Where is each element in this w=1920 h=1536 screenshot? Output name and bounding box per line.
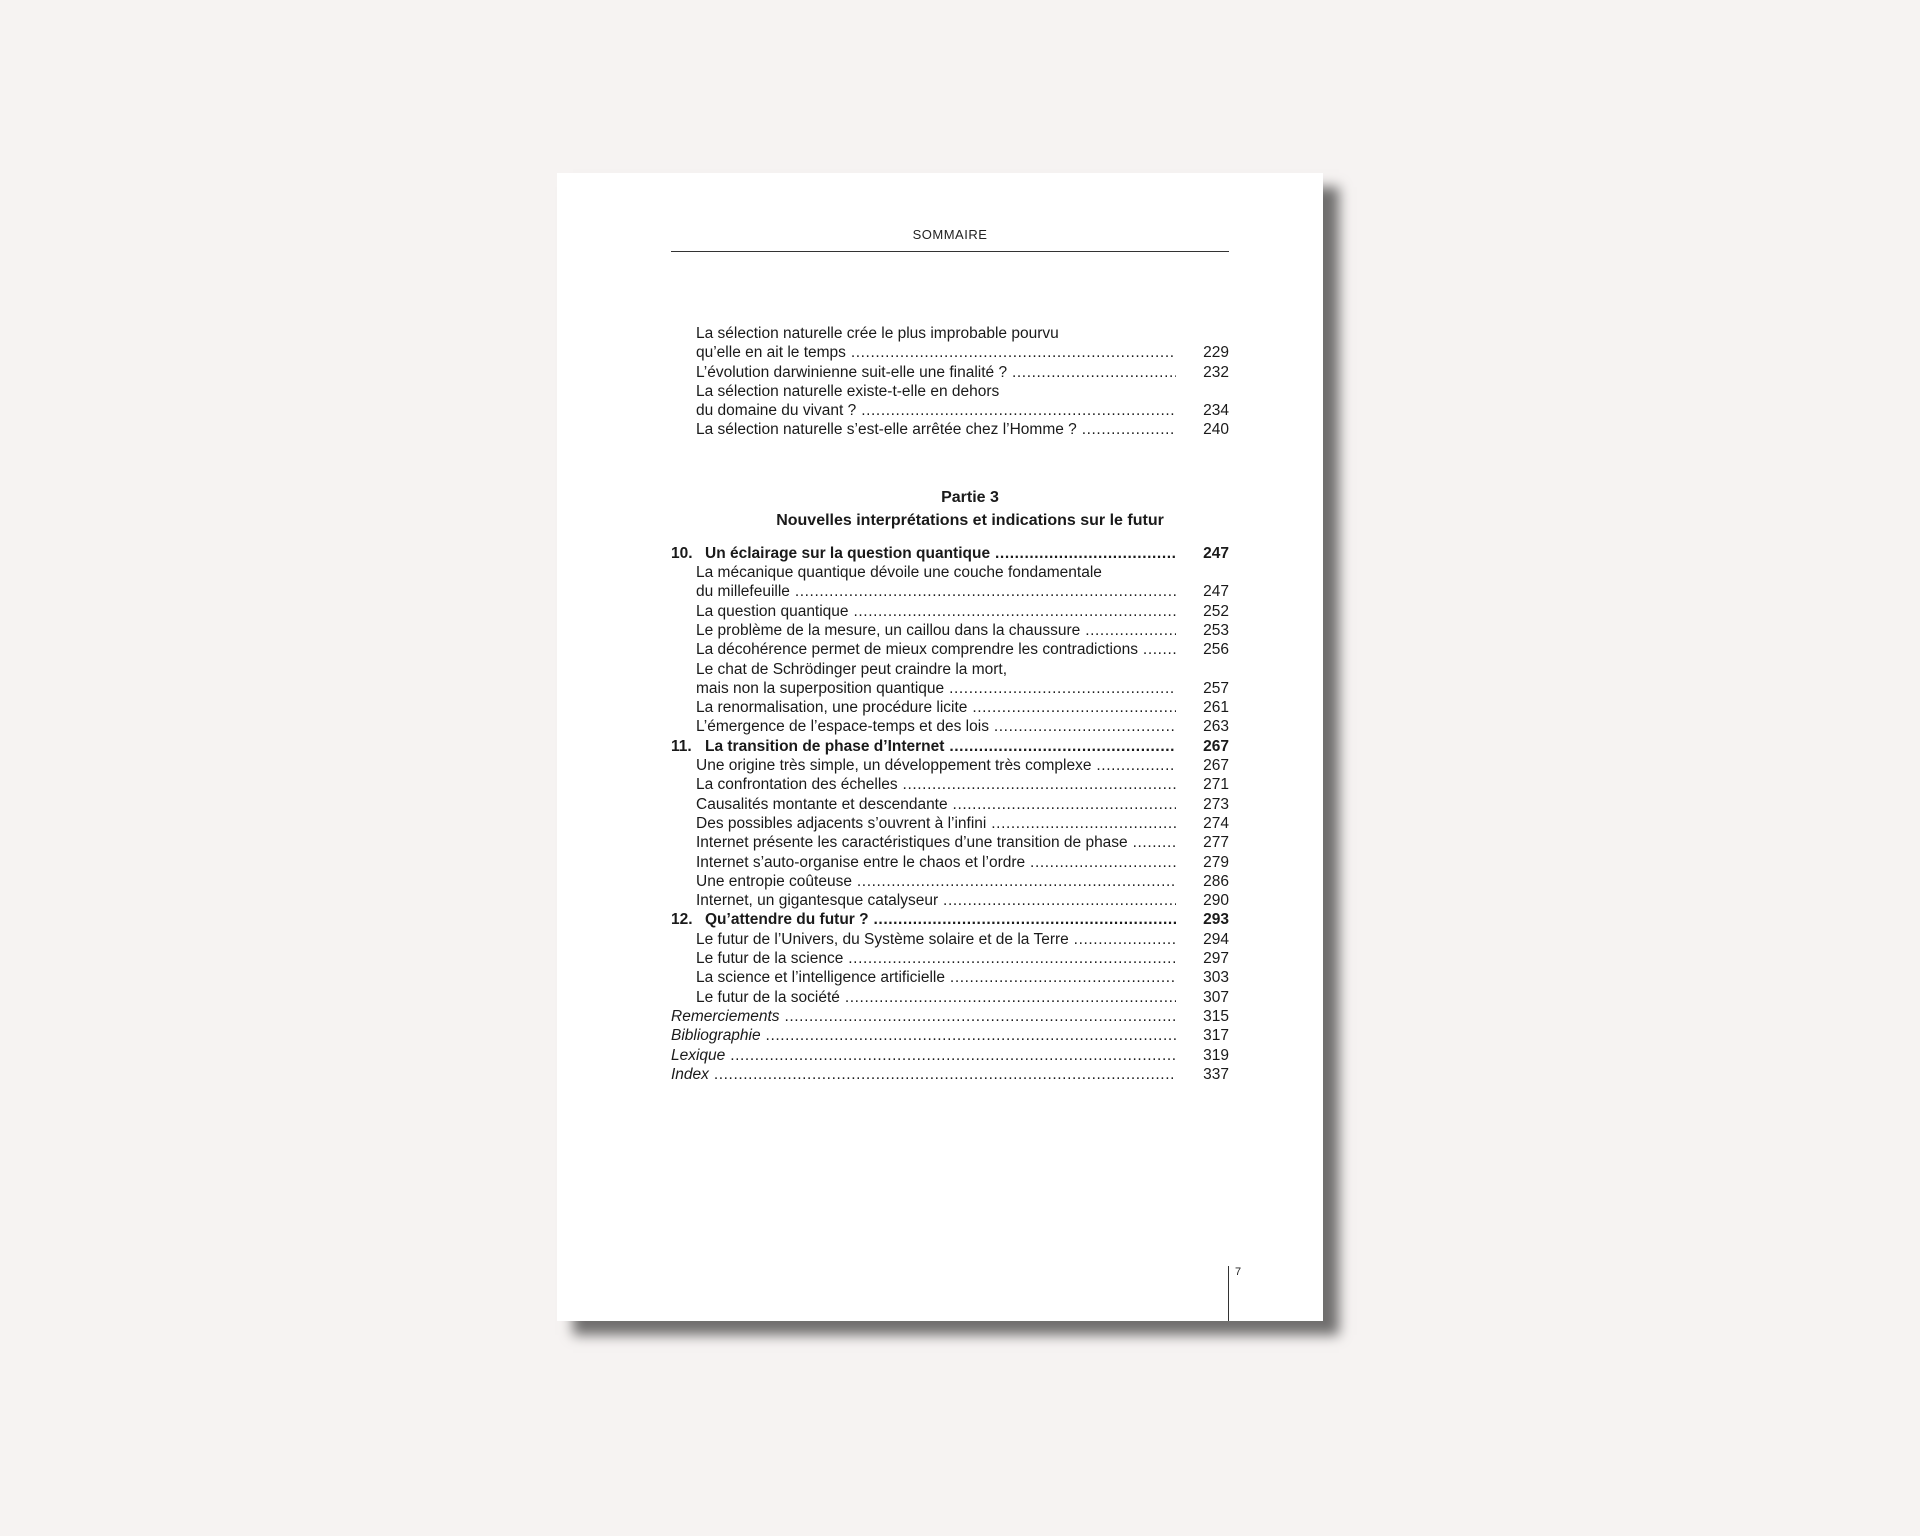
- toc-entry: [671, 324, 1229, 343]
- toc-entry-title: La sélection naturelle crée le plus improbable pourvu: [696, 325, 1059, 342]
- toc-entry: [671, 563, 1229, 582]
- toc-entry-title: La mécanique quantique dévoile une couche fondamentale: [696, 564, 1102, 582]
- toc-page-number: 271: [1203, 776, 1229, 794]
- toc-page-number: 261: [1203, 699, 1229, 717]
- toc-entry-title: Bibliographie: [671, 1027, 761, 1045]
- toc-chapter-entry: [671, 910, 1229, 929]
- table-of-contents: [671, 324, 1229, 1084]
- toc-entry-title: La renormalisation, une procédure licite: [696, 699, 968, 717]
- toc-page-number: 263: [1203, 718, 1229, 736]
- toc-entry: [671, 660, 1229, 679]
- toc-entry-title: Le chat de Schrödinger peut craindre la mort,: [696, 660, 1008, 678]
- toc-entry: [671, 679, 1229, 698]
- toc-entry: [671, 775, 1229, 794]
- toc-entry-title: qu’elle en ait le temps: [696, 344, 846, 362]
- toc-entry-title: mais non la superposition quantique: [696, 679, 945, 697]
- toc-entry: [671, 968, 1229, 987]
- toc-chapter-entry: [671, 737, 1229, 756]
- toc-entry: [671, 640, 1229, 659]
- toc-page-number: 229: [1203, 344, 1229, 362]
- toc-entry: [671, 930, 1229, 949]
- document-page: [557, 173, 1323, 1321]
- toc-chapter-entry: [671, 544, 1229, 563]
- toc-entry-title: La décohérence permet de mieux comprendre les contradictions: [696, 641, 1138, 659]
- part-title: Nouvelles interprétations et indications sur le futur: [776, 511, 1164, 529]
- toc-page-number: 297: [1203, 950, 1229, 968]
- toc-page-number: 279: [1203, 853, 1229, 871]
- toc-backmatter-entry: [671, 1007, 1229, 1026]
- toc-entry-title: Le problème de la mesure, un caillou dans la chaussure: [696, 621, 1081, 639]
- toc-page-number: 319: [1203, 1046, 1229, 1064]
- toc-backmatter-entry: [671, 1046, 1229, 1065]
- chapter-number: 12.: [671, 911, 693, 929]
- toc-page-number: 274: [1203, 814, 1229, 832]
- toc-entry-title: Le futur de la science: [696, 950, 844, 968]
- toc-entry-title: Qu’attendre du futur ?: [705, 911, 869, 929]
- toc-entry-title: La transition de phase d’Internet: [705, 737, 945, 755]
- toc-entry-title: La question quantique: [696, 602, 849, 620]
- toc-page-number: 317: [1203, 1027, 1229, 1045]
- toc-section-before: [671, 324, 1229, 440]
- chapter-number: 10.: [671, 544, 693, 562]
- toc-entry: [671, 853, 1229, 872]
- toc-entry: [671, 872, 1229, 891]
- toc-page-number: 303: [1203, 969, 1229, 987]
- toc-page-number: 256: [1203, 641, 1229, 659]
- toc-page-number: 315: [1203, 1007, 1229, 1025]
- toc-entry: [671, 698, 1229, 717]
- toc-entry-title: Remerciements: [671, 1007, 780, 1025]
- toc-entry-title: Internet s’auto-organise entre le chaos et l’ordre: [696, 853, 1026, 871]
- toc-entry: [671, 814, 1229, 833]
- toc-entry: [671, 363, 1229, 382]
- part-label: Partie 3: [941, 488, 999, 506]
- toc-entry: [671, 382, 1229, 401]
- toc-page-number: 286: [1203, 872, 1229, 890]
- toc-page-number: 234: [1203, 402, 1229, 420]
- footer-rule: [1228, 1266, 1229, 1321]
- toc-entry-title: L’évolution darwinienne suit-elle une finalité ?: [696, 363, 1008, 381]
- toc-page-number: 273: [1203, 795, 1229, 813]
- toc-page-number: 247: [1203, 583, 1229, 601]
- toc-entry: [671, 420, 1229, 439]
- toc-entry-title: du domaine du vivant ?: [696, 402, 857, 420]
- toc-page-number: 294: [1203, 930, 1229, 948]
- toc-entry: [671, 582, 1229, 601]
- toc-entry-title: Une entropie coûteuse: [696, 872, 852, 890]
- toc-entry-title: La confrontation des échelles: [696, 776, 898, 794]
- toc-page-number: 337: [1203, 1065, 1229, 1083]
- toc-page-number: 267: [1203, 757, 1229, 775]
- toc-page-number: 257: [1203, 679, 1229, 697]
- header-rule: [671, 251, 1229, 252]
- toc-entry: [671, 949, 1229, 968]
- toc-entry: [671, 795, 1229, 814]
- toc-entry-title: Index: [671, 1065, 709, 1083]
- toc-entry-title: du millefeuille: [696, 583, 790, 601]
- toc-entry-title: L’émergence de l’espace-temps et des lois: [696, 718, 989, 736]
- toc-entry-title: La sélection naturelle s’est-elle arrêtée chez l’Homme ?: [696, 421, 1077, 439]
- toc-entry-title: La sélection naturelle existe-t-elle en dehors: [696, 382, 1000, 400]
- toc-entry: [671, 602, 1229, 621]
- toc-entry: [671, 988, 1229, 1007]
- toc-entry: [671, 833, 1229, 852]
- toc-page-number: 277: [1203, 834, 1229, 852]
- toc-page-number: 307: [1203, 988, 1229, 1006]
- part-heading: [711, 486, 1229, 532]
- toc-page-number: 232: [1203, 363, 1229, 381]
- toc-backmatter-entry: [671, 1026, 1229, 1045]
- toc-backmatter-entry: [671, 1065, 1229, 1084]
- toc-entry-title: Internet, un gigantesque catalyseur: [696, 892, 939, 910]
- toc-entry: [671, 621, 1229, 640]
- toc-section-after: [671, 544, 1229, 1084]
- toc-entry: [671, 756, 1229, 775]
- toc-page-number: 290: [1203, 892, 1229, 910]
- toc-page-number: 247: [1203, 544, 1229, 562]
- toc-entry-title: Une origine très simple, un développement très complexe: [696, 757, 1092, 775]
- toc-entry-title: Des possibles adjacents s’ouvrent à l’infini: [696, 814, 987, 832]
- running-head: SOMMAIRE: [912, 227, 988, 242]
- toc-entry-title: Un éclairage sur la question quantique: [705, 544, 991, 562]
- toc-entry-title: Le futur de l’Univers, du Système solaire et de la Terre: [696, 930, 1069, 948]
- toc-entry: [671, 891, 1229, 910]
- page-number: 7: [1235, 1266, 1242, 1278]
- chapter-number: 11.: [671, 737, 692, 755]
- toc-entry-title: Le futur de la société: [696, 988, 840, 1006]
- toc-entry: [671, 343, 1229, 362]
- toc-entry-title: Causalités montante et descendante: [696, 795, 948, 813]
- toc-entry: [671, 401, 1229, 420]
- toc-entry-title: Lexique: [671, 1046, 726, 1064]
- toc-page-number: 253: [1203, 621, 1229, 639]
- toc-page-number: 240: [1203, 421, 1229, 439]
- toc-entry: [671, 717, 1229, 736]
- toc-page-number: 267: [1203, 737, 1229, 755]
- toc-page-number: 293: [1203, 911, 1229, 929]
- toc-entry-title: La science et l’intelligence artificielle: [696, 969, 945, 987]
- toc-page-number: 252: [1203, 602, 1229, 620]
- toc-entry-title: Internet présente les caractéristiques d’une transition de phase: [696, 834, 1128, 852]
